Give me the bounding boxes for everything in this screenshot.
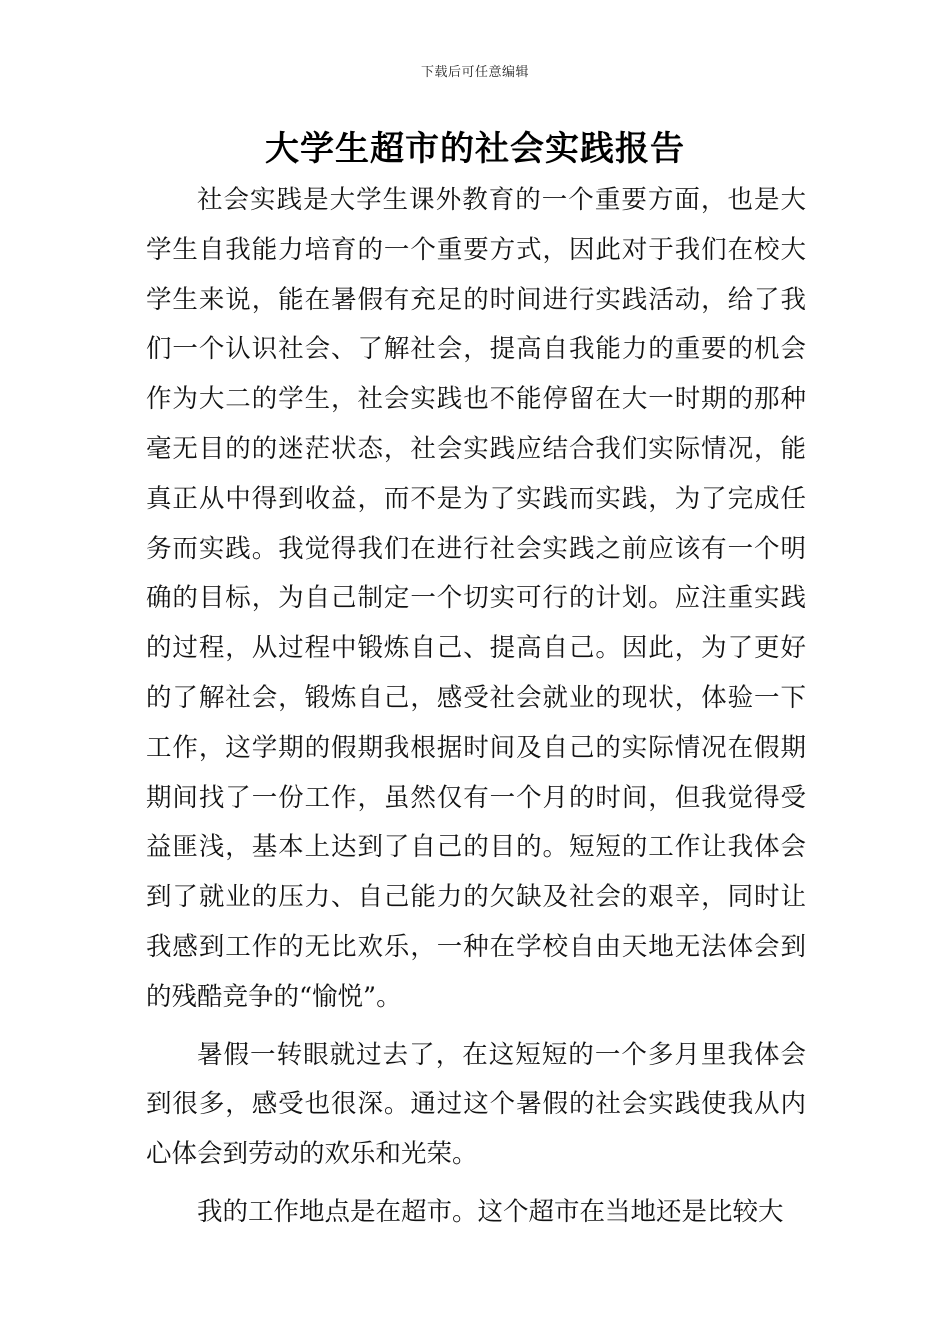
paragraph-workplace: 我的工作地点是在超市。这个超市在当地还是比较大 <box>197 1196 784 1227</box>
paragraph-intro: 社会实践是大学生课外教育的一个重要方面，也是大学生自我能力培育的一个重要方式，因此对于我们在校大学生来说，能在暑假有充足的时间进行实践活动，给了我们一个认识社会、了解社会，提高自我能力的重要的机会作为大二的学生，社会实践也不能停留在大一时期的那种毫无目的的迷茫状态，社会实践应结合我们实际情况，能真正从中得到收益，而不是为了实践而实践，为了完成任务而实践。我觉得我们在进行社会实践之前应该有一个明确的目标，为自己制定一个切实可行的计划。应注重实践的过程，从过程中锻炼自己、提高自己。因此，为了更好的了解社会，锻炼自己，感受社会就业的现状，体验一下工作，这学期的假期我根据时间及自己的实际情况在假期期间找了一份工作，虽然仅有一个月的时间，但我觉得受益匪浅，基本上达到了自己的目的。短短的工作让我体会到了就业的压力、自己能力的欠缺及社会的艰辛，同时让我感到工作的无比欢乐，一种在学校自由天地无法体会到的残酷竞争的“愉悦”。 <box>146 185 806 1012</box>
document-title: 大学生超市的社会实践报告 <box>265 129 685 169</box>
page-header-note: 下载后可任意编辑 <box>420 65 529 80</box>
document-body <box>146 176 806 1238</box>
paragraph-summer: 暑假一转眼就过去了，在这短短的一个多月里我体会到很多，感受也很深。通过这个暑假的社会实践使我从内心体会到劳动的欢乐和光荣。 <box>146 1039 806 1170</box>
